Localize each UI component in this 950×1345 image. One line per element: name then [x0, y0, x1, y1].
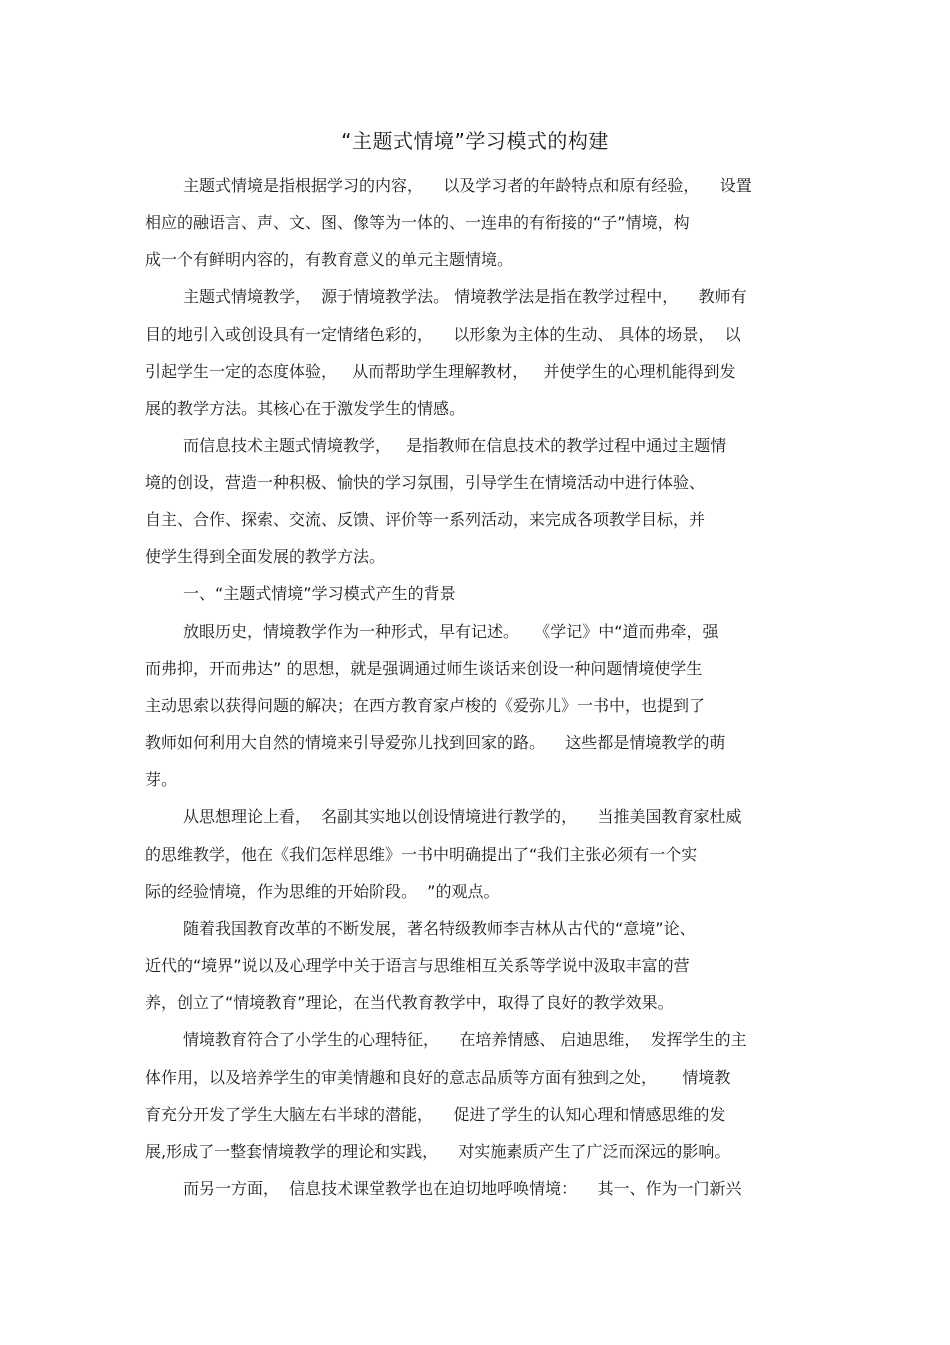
- document-title: “主题式情境”学习模式的构建: [341, 129, 609, 153]
- paragraph-line: 从思想理论上看， 名副其实地以创设情境进行教学的， 当推美国教育家杜威: [183, 807, 742, 826]
- paragraph-line: 而信息技术主题式情境教学， 是指教师在信息技术的教学过程中通过主题情: [183, 436, 727, 455]
- paragraph-line: 引起学生一定的态度体验， 从而帮助学生理解教材， 并使学生的心理机能得到发: [145, 362, 736, 381]
- paragraph-line: 主动思索以获得问题的解决；在西方教育家卢梭的《爱弥儿》一书中，也提到了: [145, 696, 706, 715]
- paragraph-line: 教师如何利用大自然的情境来引导爱弥儿找到回家的路。 这些都是情境教学的萌: [145, 733, 726, 752]
- paragraph-line: 展的教学方法。其核心在于激发学生的情感。: [145, 399, 466, 418]
- paragraph-line: 主题式情境教学， 源于情境教学法。 情境教学法是指在教学过程中， 教师有: [183, 287, 747, 306]
- paragraph-line: 使学生得到全面发展的教学方法。: [145, 547, 386, 566]
- paragraph-line: 而弗抑，开而弗达” 的思想，就是强调通过师生谈话来创设一种问题情境使学生: [145, 659, 703, 678]
- paragraph-line: 的思维教学，他在《我们怎样思维》一书中明确提出了“我们主张必须有一个实: [145, 845, 698, 864]
- paragraph-line: 相应的融语言、声、文、图、像等为一体的、一连串的有衔接的“子”情境，构: [145, 213, 690, 232]
- paragraph-line: 体作用，以及培养学生的审美情趣和良好的意志品质等方面有独到之处， 情境教: [145, 1068, 731, 1087]
- paragraph-line: 目的地引入或创设具有一定情绪色彩的， 以形象为主体的生动、 具体的场景， 以: [145, 325, 741, 344]
- paragraph-line: 放眼历史，情境教学作为一种形式，早有记述。 《学记》中“道而弗牵，强: [183, 622, 719, 641]
- paragraph-line: 随着我国教育改革的不断发展，著名特级教师李吉林从古代的“意境”论、: [183, 919, 696, 938]
- paragraph-line: 而另一方面， 信息技术课堂教学也在迫切地呼唤情境： 其一、作为一门新兴: [183, 1179, 742, 1198]
- paragraph-line: 境的创设，营造一种积极、愉快的学习氛围，引导学生在情境活动中进行体验、: [145, 473, 706, 492]
- paragraph-line: 育充分开发了学生大脑左右半球的潜能， 促进了学生的认知心理和情感思维的发: [145, 1105, 726, 1124]
- paragraph-line: 主题式情境是指根据学习的内容， 以及学习者的年龄特点和原有经验， 设置: [183, 176, 752, 195]
- paragraph-line: 近代的“境界”说以及心理学中关于语言与思维相互关系等学说中汲取丰富的营: [145, 956, 690, 975]
- paragraph-line: 展,形成了一整套情境教学的理论和实践， 对实施素质产生了广泛而深远的影响。: [145, 1142, 731, 1161]
- paragraph-line: 自主、合作、探索、交流、反馈、评价等一系列活动，来完成各项教学目标，并: [145, 510, 706, 529]
- paragraph-line: 际的经验情境，作为思维的开始阶段。 ”的观点。: [145, 882, 500, 901]
- paragraph-line: 成一个有鲜明内容的，有教育意义的单元主题情境。: [145, 250, 514, 269]
- paragraph-line: 情境教育符合了小学生的心理特征， 在培养情感、 启迪思维， 发挥学生的主: [183, 1030, 747, 1049]
- paragraph-line: 养，创立了“情境教育”理论，在当代教育教学中，取得了良好的教学效果。: [145, 993, 674, 1012]
- section-heading: 一、“主题式情境”学习模式产生的背景: [183, 584, 456, 603]
- paragraph-line: 芽。: [145, 770, 178, 789]
